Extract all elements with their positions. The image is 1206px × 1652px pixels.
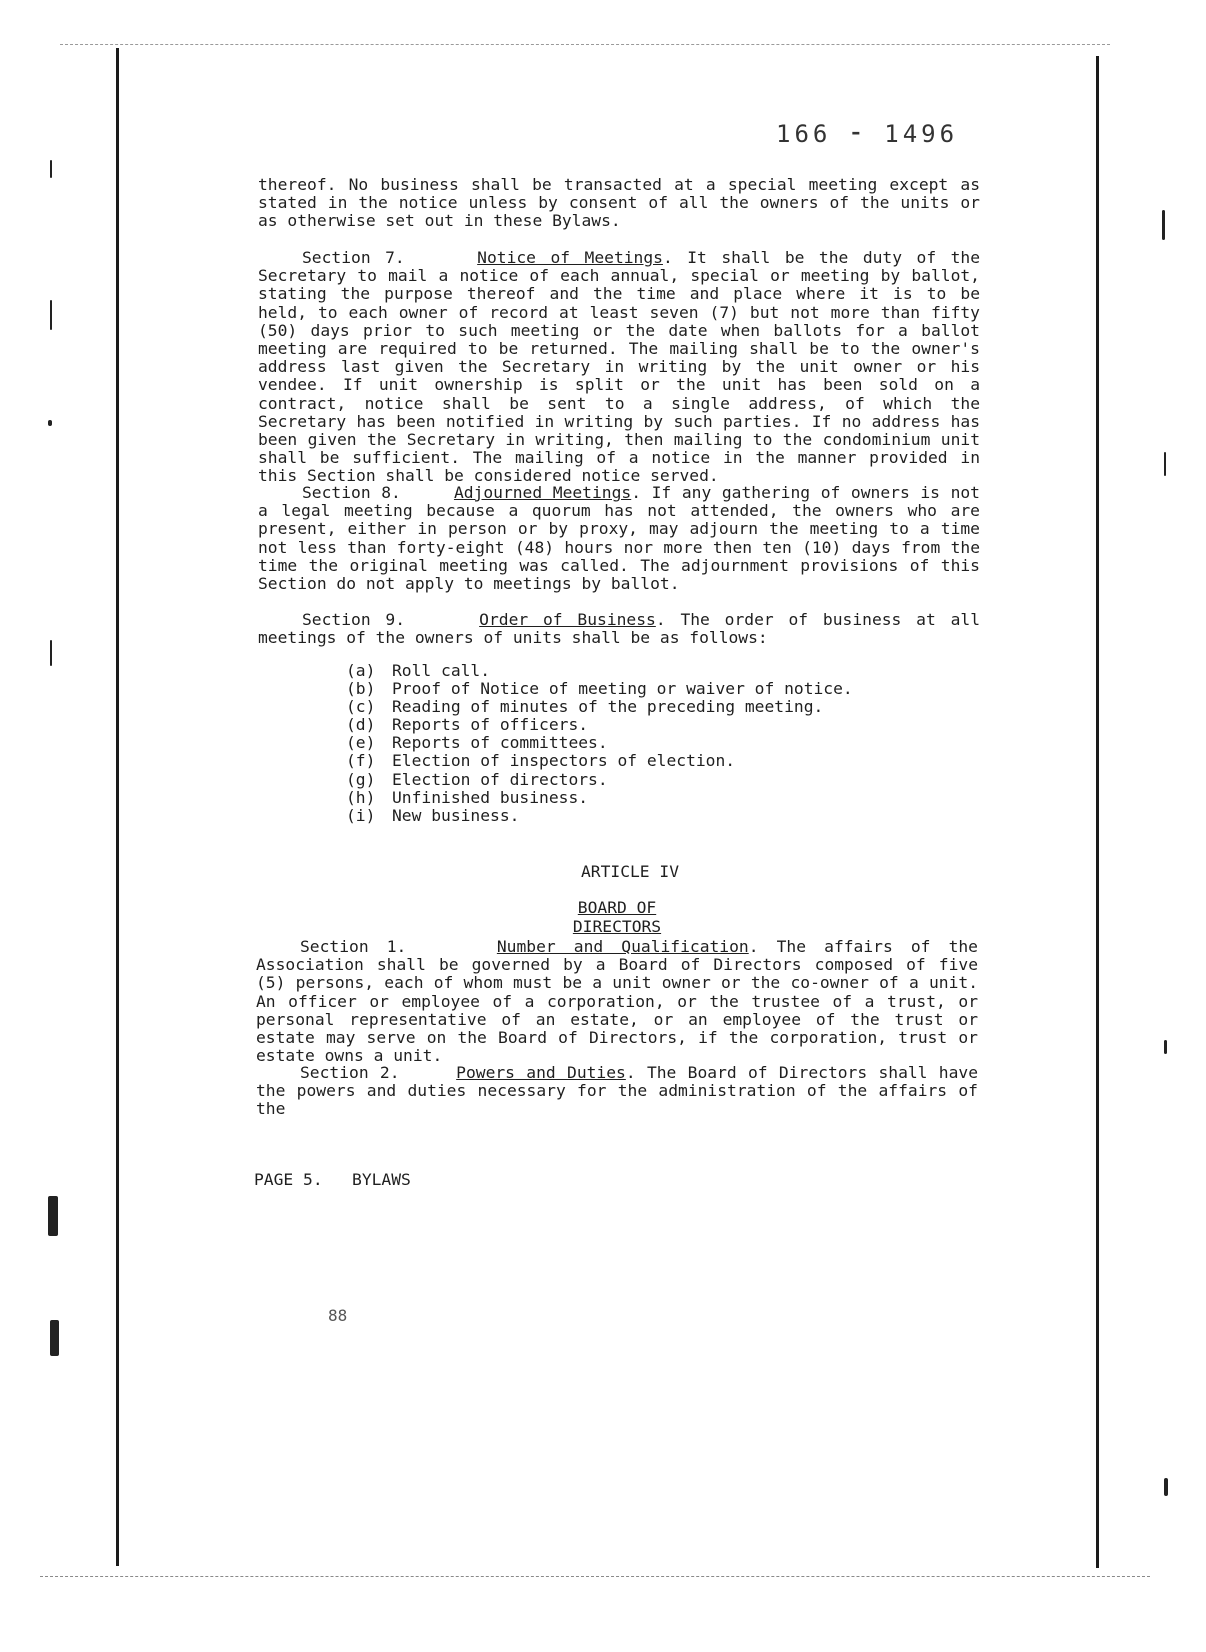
section-7-paragraph xyxy=(258,249,980,486)
margin-speck xyxy=(48,420,52,426)
section-7-text: . It shall be the duty of the Secretary to mail a notice of each annual, special or meeting by ballot, stating the purpose thereof and the time and place where it is to be held, to each owner of record at least seven (7) but not more than fifty (50) days prior to such meeting or the date when ballots for a ballot meeting are required to be returned. The mailing shall be to the owner's address last given the Secretary in writing by the unit owner or his vendee. If unit ownership is split or the unit has been sold on a contract, notice shall be sent to a single address, of which the Secretary has been notified in writing by such parties. If no address has been given the Secretary in writing, then mailing to the condominium unit shall be sufficient. The mailing of a notice in the manner provided in this Section shall be considered notice served. xyxy=(258,248,981,486)
margin-stamp: 88 xyxy=(328,1306,348,1325)
scan-edge-top xyxy=(60,44,1110,46)
margin-speck xyxy=(1164,452,1166,476)
intro-text: thereof. No business shall be transacted at a special meeting except as stated in the notice unless by consent of all the owners of the units or as otherwise set out in these Bylaws. xyxy=(258,175,980,231)
list-item: (a) Roll call. xyxy=(346,661,491,680)
list-item: (c) Reading of minutes of the preceding meeting. xyxy=(346,697,824,717)
margin-speck xyxy=(50,160,52,178)
section-8-title: Adjourned Meetings xyxy=(453,483,632,502)
margin-speck xyxy=(1162,210,1165,240)
intro-paragraph xyxy=(258,176,980,231)
section-8-paragraph xyxy=(258,484,980,593)
margin-speck xyxy=(50,640,52,666)
section-9-title: Order of Business xyxy=(479,610,656,629)
list-item: (g) Election of directors. xyxy=(346,769,608,789)
list-item: (d) Reports of officers. xyxy=(346,715,589,735)
margin-speck xyxy=(48,1196,58,1236)
margin-speck xyxy=(50,1320,59,1356)
list-item: (i) New business. xyxy=(346,805,520,825)
list-item: (b) Proof of Notice of meeting or waiver of notice. xyxy=(346,679,853,699)
section-9-paragraph xyxy=(258,611,980,647)
list-item: (e) Reports of committees. xyxy=(346,733,608,753)
article-section-2-label: Section 2. xyxy=(300,1063,400,1082)
section-8-label: Section 8. xyxy=(302,483,401,502)
page-footer: PAGE 5. BYLAWS xyxy=(254,1170,411,1189)
section-8-text: . If any gathering of owners is not a legal meeting because a quorum has not attended, the owners who are present, either in person or by proxy, may adjourn the meeting to a time not less than forty-eight (48) hours nor more then ten (10) days from the time the original meeting was called. The adjournment provisions of this Section do not apply to meetings by ballot. xyxy=(258,483,980,594)
scan-border-right xyxy=(1096,56,1099,1568)
section-9-text: . The order of business at all meetings of the owners of units shall be as follows: xyxy=(258,610,980,648)
article-section-2-text: . The Board of Directors shall have the powers and duties necessary for the administration of the affairs of the xyxy=(256,1063,979,1119)
scan-border-left xyxy=(116,48,119,1566)
article-title: BOARD OF DIRECTORS xyxy=(572,898,662,936)
margin-speck xyxy=(50,300,52,330)
section-7-label: Section 7. xyxy=(302,248,405,267)
scan-edge-bottom xyxy=(40,1576,1150,1578)
article-section-1-title: Number and Qualification xyxy=(496,937,749,956)
order-of-business-list xyxy=(346,662,853,825)
section-9-label: Section 9. xyxy=(302,610,406,629)
margin-speck xyxy=(1164,1478,1168,1496)
margin-speck xyxy=(1164,1040,1167,1054)
article-section-2-paragraph xyxy=(256,1064,978,1119)
article-section-2-title: Powers and Duties xyxy=(456,1063,626,1082)
list-item: (f) Election of inspectors of election. xyxy=(346,751,736,771)
article-section-1-label: Section 1. xyxy=(300,937,407,956)
article-section-1-text: . The affairs of the Association shall be governed by a Board of Directors composed of five (5) persons, each of whom must be a unit owner or the co-owner of a unit. An officer or employee of a corporation, or the trustee of a trust, or personal representative of an estate, or an employee of the trust or estate may serve on the Board of Directors, if the corporation, trust or estate owns a unit. xyxy=(256,937,978,1066)
list-item: (h) Unfinished business. xyxy=(346,787,589,807)
document-number: 166 ⁃ 1496 xyxy=(776,120,959,148)
article-section-1-paragraph xyxy=(256,938,978,1065)
section-7-title: Notice of Meetings xyxy=(477,248,663,267)
article-number: ARTICLE IV xyxy=(580,862,680,881)
